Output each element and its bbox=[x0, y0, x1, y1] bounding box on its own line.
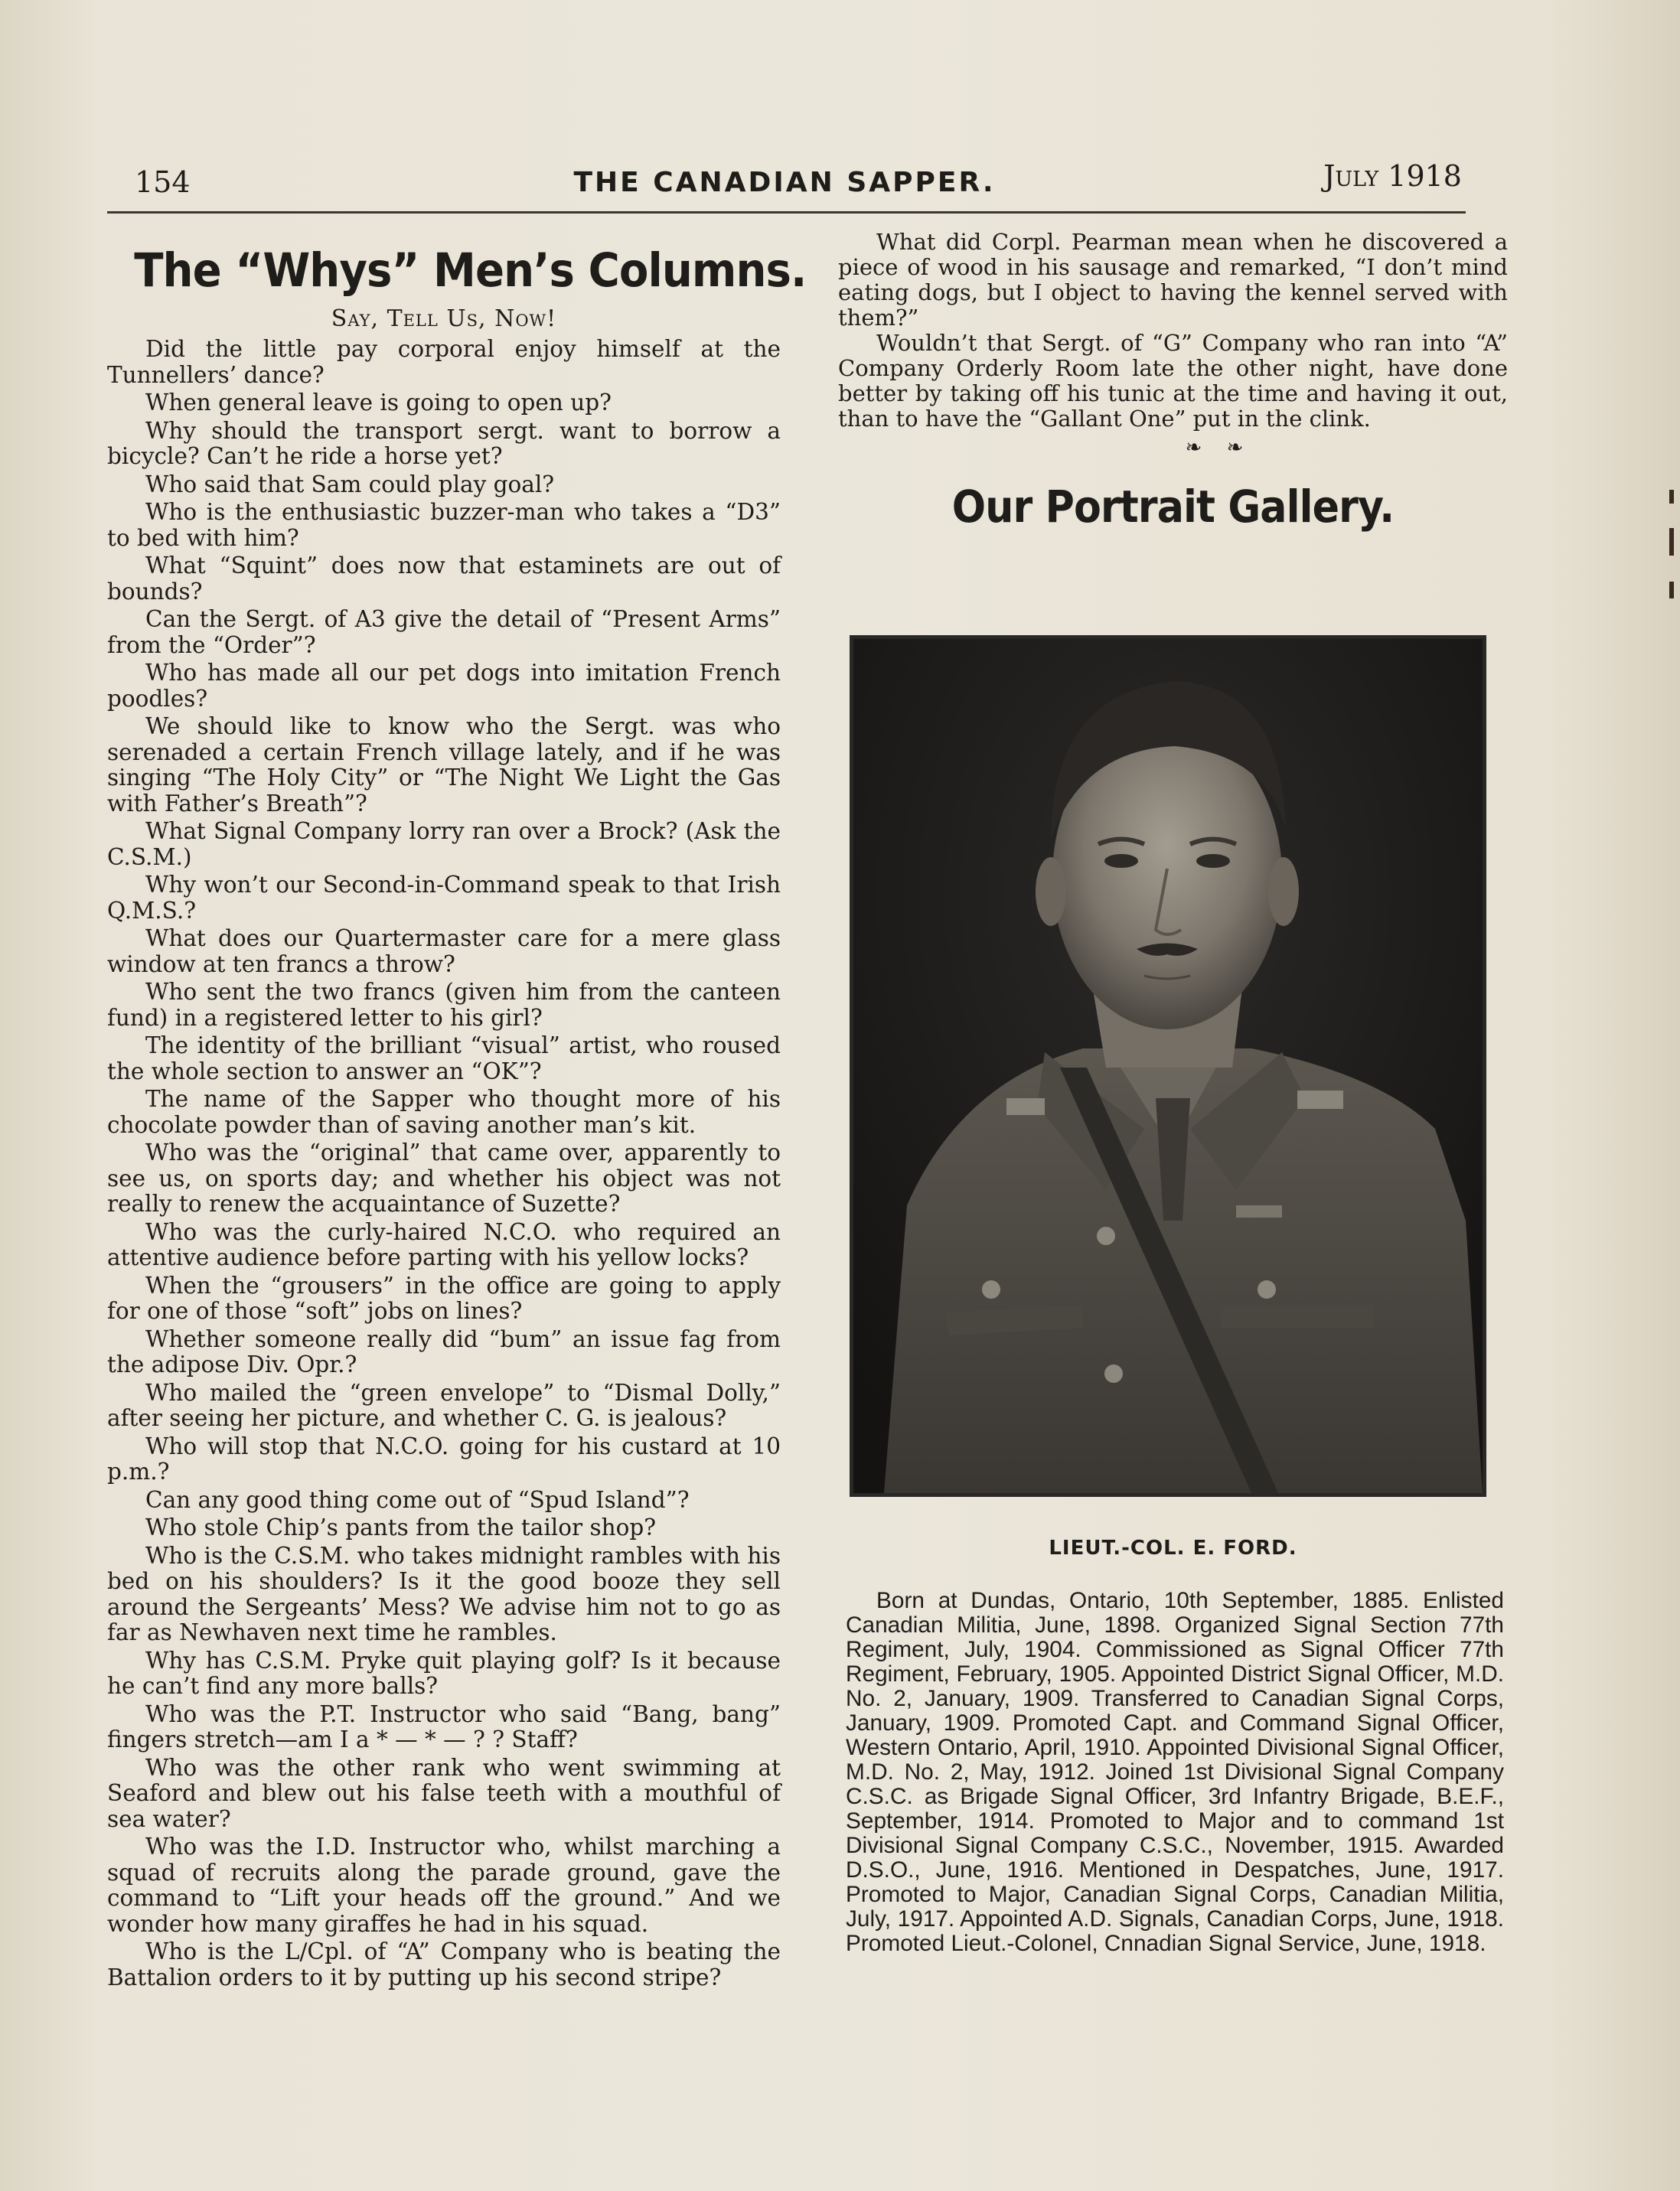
portrait-biography: Born at Dundas, Ontario, 10th September, 1885. Enlisted Canadian Militia, June, 1898. Organized Signal Section 77th Regiment, July, 1904. Commissioned as Signal Officer 77th Regiment, February, 1905. Appointed District Signal Officer, M.D. No. 2, January, 1909. Transferred to Canadian Signal Corps, January, 1909. Promoted Capt. and Command Signal Officer, Western Ontario, April, 1910. Appointed Divisional Signal Officer, M.D. No. 2, May, 1912. Joined 1st Divisional Signal Company C.S.C. as Brigade Signal Officer, 3rd Infantry Brigade, B.E.F., September, 1914. Promoted to Major and to command 1st Divisional Signal Company C.S.C., November, 1915. Awarded D.S.O., June, 1916. Mentioned in Despatches, June, 1917. Promoted to Major, Canadian Signal Corps, Canadian Militia, July, 1917. Appointed A.D. Signals, Canadian Corps, June, 1918. Promoted Lieut.-Colonel, Cnnadian Signal Service, June, 1918. bbox=[846, 1587, 1504, 1956]
whys-section-subtitle: Say, Tell Us, Now! bbox=[331, 305, 557, 332]
question-item: Who was the P.T. Instructor who said “Bang, bang” fingers stretch—am I a * — * — ? ? Staff? bbox=[107, 1700, 781, 1752]
binding-mark bbox=[1669, 582, 1674, 598]
question-item: Did the little pay corporal enjoy himself at the Tunnellers’ dance? bbox=[107, 336, 781, 388]
question-item: Who was the “original” that came over, apparently to see us, on sports day; and whether his object was not really to renew the acquaintance of Suzette? bbox=[107, 1140, 781, 1217]
question-item: Wouldn’t that Sergt. of “G” Company who ran into “A” Company Orderly Room late the other night, have done better by taking off his tunic at the time and having it out, than to have the “Gallant One” put in the clink. bbox=[838, 330, 1508, 432]
question-item: Who stole Chip’s pants from the tailor shop? bbox=[145, 1514, 657, 1541]
officer-portrait-image bbox=[853, 639, 1483, 1493]
question-item: Who was the curly-haired N.C.O. who required an attentive audience before parting with his yellow locks? bbox=[107, 1218, 781, 1270]
question-item: The identity of the brilliant “visual” artist, who roused the whole section to answer an “OK”? bbox=[107, 1032, 781, 1084]
right-column bbox=[838, 229, 1508, 1956]
running-head bbox=[107, 159, 1462, 205]
question-item: What “Squint” does now that estaminets are out of bounds? bbox=[107, 553, 781, 605]
portrait-photo bbox=[850, 635, 1486, 1497]
question-item: We should like to know who the Sergt. was who serenaded a certain French village lately, and if he was singing “The Holy City” or “The Night We Light the Gas with Father’s Breath”? bbox=[107, 713, 781, 817]
question-item: Why should the transport sergt. want to borrow a bicycle? Can’t he ride a horse yet? bbox=[107, 417, 781, 469]
binding-mark bbox=[1669, 528, 1674, 556]
question-item: What Signal Company lorry ran over a Brock? (Ask the C.S.M.) bbox=[107, 818, 781, 870]
left-column bbox=[107, 230, 807, 1993]
question-item: Who was the other rank who went swimming at Seaford and blew out his false teeth with a mouthful of sea water? bbox=[107, 1754, 781, 1832]
question-item: What did Corpl. Pearman mean when he discovered a piece of wood in his sausage and remarked, “I don’t mind eating dogs, but I object to having the kennel served with them?” bbox=[838, 229, 1508, 331]
fleuron-ornament: ❧ ❧ bbox=[1185, 436, 1253, 459]
question-item: Why has C.S.M. Pryke quit playing golf? Is it because he can’t find any more balls? bbox=[107, 1647, 781, 1699]
journal-title: THE CANADIAN SAPPER. bbox=[573, 167, 996, 198]
question-item: When the “grousers” in the office are going to apply for one of those “soft” jobs on lines? bbox=[107, 1272, 781, 1324]
question-item: The name of the Sapper who thought more of his chocolate powder than of saving another man’s kit. bbox=[107, 1086, 781, 1138]
header-rule bbox=[107, 211, 1466, 214]
question-item: Can the Sergt. of A3 give the detail of “Present Arms” from the “Order”? bbox=[107, 606, 781, 658]
question-item: When general leave is going to open up? bbox=[145, 390, 612, 416]
question-item: Why won’t our Second-in-Command speak to that Irish Q.M.S.? bbox=[107, 872, 781, 924]
question-item: Who is the L/Cpl. of “A” Company who is beating the Battalion orders to it by putting up his second stripe? bbox=[107, 1938, 781, 1990]
whys-section-title: The “Whys” Men’s Columns. bbox=[134, 243, 807, 298]
question-item: Can any good thing come out of “Spud Island”? bbox=[145, 1486, 690, 1513]
page-number: 154 bbox=[135, 165, 191, 199]
question-item: Who will stop that N.C.O. going for his custard at 10 p.m.? bbox=[107, 1433, 781, 1485]
question-item: Who was the I.D. Instructor who, whilst marching a squad of recruits along the parade ground, gave the command to “Lift your heads off the ground.” And we wonder how many giraffes he had in his squad. bbox=[107, 1834, 781, 1937]
issue-date: July 1918 bbox=[1323, 159, 1462, 193]
question-item: Who sent the two francs (given him from the canteen fund) in a registered letter to his girl? bbox=[107, 979, 781, 1031]
question-item: Who said that Sam could play goal? bbox=[145, 471, 555, 497]
question-item: Who has made all our pet dogs into imitation French poodles? bbox=[107, 660, 781, 712]
portrait-caption-name: LIEUT.-COL. E. FORD. bbox=[1049, 1537, 1297, 1560]
question-item: Who is the enthusiastic buzzer-man who takes a “D3” to bed with him? bbox=[107, 499, 781, 551]
question-item: Who is the C.S.M. who takes midnight rambles with his bed on his shoulders? Is it the good booze they sell around the Sergeants’ Mess? We advise him not to go as far as Newhaven next time he rambles. bbox=[107, 1542, 781, 1645]
question-item: Whether someone really did “bum” an issue fag from the adipose Div. Opr.? bbox=[107, 1325, 781, 1378]
question-item: Who mailed the “green envelope” to “Dismal Dolly,” after seeing her picture, and whether C. G. is jealous? bbox=[107, 1379, 781, 1431]
binding-mark bbox=[1669, 490, 1674, 504]
question-list bbox=[107, 337, 781, 1990]
portrait-gallery-title: Our Portrait Gallery. bbox=[951, 481, 1395, 533]
question-item: What does our Quartermaster care for a mere glass window at ten francs a throw? bbox=[107, 925, 781, 977]
